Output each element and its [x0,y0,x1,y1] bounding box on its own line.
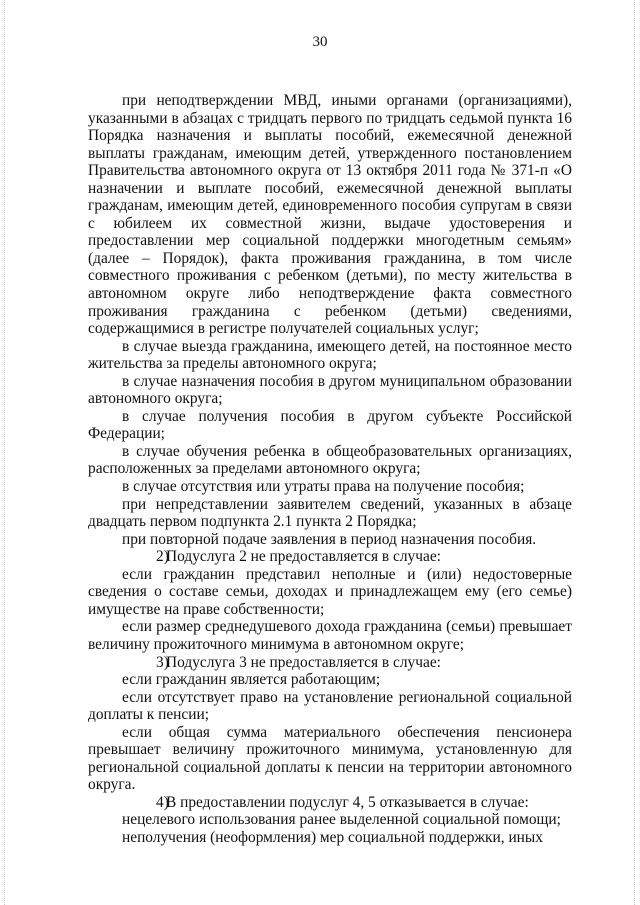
paragraph: в случае обучения ребенка в общеобразовательных организациях, расположенных за пределами автономного округа; [88,442,572,478]
paragraph: при непредставлении заявителем сведений, указанных в абзаце двадцать первом подпункта 2.1 пункта 2 Порядка; [88,495,572,531]
item-number: 4) [156,793,169,811]
document-body [88,92,572,847]
paragraph: в случае выезда гражданина, имеющего детей, на постоянное место жительства за пределы автономного округа; [88,337,572,373]
paragraph: в случае получения пособия в другом субъекте Российской Федерации; [88,407,572,443]
paragraph: нецелевого использования ранее выделенной социальной помощи; [122,811,561,829]
scan-edge-left [4,0,6,905]
paragraph: если гражданин представил неполные и (или) недостоверные сведения о составе семьи, доходах и принадлежащем ему (его семье) имуществе на праве собственности; [88,565,572,618]
list-item-3 [88,654,572,672]
page-number: 30 [312,34,328,50]
list-item-2 [88,548,572,566]
item-number: 2) [156,548,169,566]
item-heading: Подуслуга 2 не предоставляется в случае: [166,548,441,566]
paragraph: при повторной подаче заявления в период назначения пособия. [122,530,537,548]
paragraph: неполучения (неоформления) мер социальной поддержки, иных [122,828,543,846]
item-number: 3) [156,653,169,671]
paragraph: если отсутствует право на установление региональной социальной доплаты к пенсии; [88,688,572,724]
paragraph: если размер среднедушевого дохода гражданина (семьи) превышает величину прожиточного минимума в автономном округе; [88,618,572,653]
paragraph: если гражданин является работающим; [122,671,381,689]
item-heading: Подуслуга 3 не предоставляется в случае: [166,653,441,671]
scan-edge-right [634,0,636,905]
paragraph: если общая сумма материального обеспечения пенсионера превышает величину прожиточного минимума, установленную для региональной социальной доплаты к пенсии на территории автономного округа. [88,723,572,794]
item-heading: В предоставлении подуслуг 4, 5 отказывается в случае: [166,793,529,811]
list-item-4 [88,794,572,812]
paragraph: в случае назначения пособия в другом муниципальном образовании автономного округа; [88,372,572,408]
paragraph: в случае отсутствия или утраты права на получение пособия; [122,478,525,496]
paragraph: при неподтверждении МВД, иными органами (организациями), указанными в абзацах с тридцать первого по тридцать седьмой пункта 16 Порядка назначения и выплаты пособий, ежемесячной денежной выплаты гражданам, имеющим детей, утвержденного постановлением Правительства автономного округа от 13 октября 2011 года № 371-п «О назначении и выплате пособий, ежемесячной денежной выплаты гражданам, имеющим детей, единовременного пособия супругам в связи с юбилеем их совместной жизни, выдаче удостоверения и предоставлении мер социальной поддержки многодетным семьям» (далее – Порядок), факта проживания гражданина, в том числе совместного проживания с ребенком (детьми), по месту жительства в автономном округе либо неподтверждение факта совместного проживания гражданина с ребенком (детьми) сведениями, содержащимися в регистре получателей социальных услуг; [88,92,572,338]
